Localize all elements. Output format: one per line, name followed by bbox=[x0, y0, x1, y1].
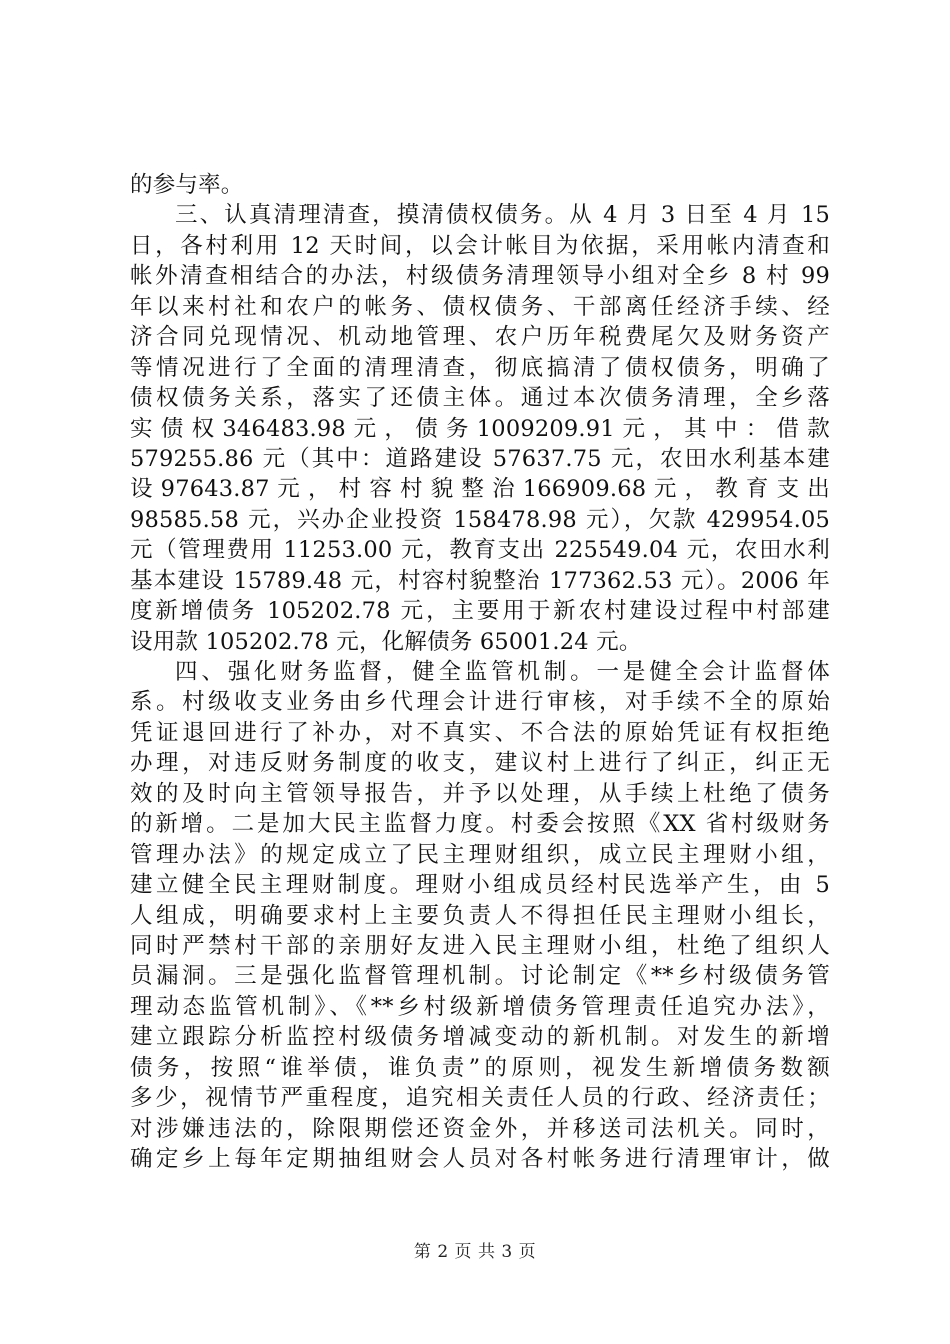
text-line: 济合同兑现情况、机动地管理、农户历年税费尾欠及财务资产 bbox=[130, 324, 830, 351]
text-line: 效的及时向主管领导报告，并予以处理，从手续上杜绝了债务 bbox=[130, 780, 830, 807]
text-line: 理动态监管机制》、《**乡村级新增债务管理责任追究办法》， bbox=[130, 993, 830, 1020]
text-line: 年以来村社和农户的帐务、债权债务、干部离任经济手续、经 bbox=[130, 293, 830, 320]
text-line: 实 债 权 346483.98 元 ， 债 务 1009209.91 元 ， 其 中 ： 借 款 bbox=[130, 415, 830, 442]
page-footer: 第 2 页 共 3 页 bbox=[413, 1242, 537, 1262]
text-line: 设用款 105202.78 元，化解债务 65001.24 元。 bbox=[130, 628, 642, 655]
text-line: 等情况进行了全面的清理清查，彻底搞清了债权债务，明确了 bbox=[130, 354, 830, 381]
text-line: 人组成，明确要求村上主要负责人不得担任民主理财小组长， bbox=[130, 902, 830, 929]
text-line: 元（管理费用 11253.00 元，教育支出 225549.04 元，农田水利 bbox=[130, 537, 830, 564]
text-line: 日，各村利用 12 天时间，以会计帐目为依据，采用帐内清查和 bbox=[130, 232, 830, 259]
text-line: 四、强化财务监督，健全监管机制。一是健全会计监督体 bbox=[175, 659, 830, 685]
text-line: 度新增债务 105202.78 元，主要用于新农村建设过程中村部建 bbox=[130, 598, 830, 625]
text-line: 员漏洞。三是强化监督管理机制。讨论制定《**乡村级债务管 bbox=[130, 963, 830, 990]
text-line: 建立跟踪分析监控村级债务增减变动的新机制。对发生的新增 bbox=[130, 1024, 830, 1051]
text-line: 多少，视情节严重程度，追究相关责任人员的行政、经济责任； bbox=[130, 1085, 830, 1112]
text-line: 基本建设 15789.48 元，村容村貌整治 177362.53 元）。2006 年 bbox=[130, 567, 830, 594]
text-line: 579255.86 元（其中：道路建设 57637.75 元，农田水利基本建 bbox=[130, 445, 830, 472]
text-line: 建立健全民主理财制度。理财小组成员经村民选举产生，由 5 bbox=[130, 872, 830, 899]
text-line: 同时严禁村干部的亲朋好友进入民主理财小组，杜绝了组织人 bbox=[130, 932, 830, 959]
text-line: 管理办法》的规定成立了民主理财组织，成立民主理财小组， bbox=[130, 841, 830, 868]
body-text bbox=[130, 170, 830, 1174]
text-line: 帐外清查相结合的办法，村级债务清理领导小组对全乡 8 村 99 bbox=[130, 263, 830, 290]
text-line: 的新增。二是加大民主监督力度。村委会按照《XX 省村级财务 bbox=[130, 811, 830, 838]
text-line: 债权债务关系，落实了还债主体。通过本次债务清理，全乡落 bbox=[130, 385, 830, 412]
text-line: 的参与率。 bbox=[130, 172, 244, 198]
text-line: 对涉嫌违法的，除限期偿还资金外，并移送司法机关。同时， bbox=[130, 1115, 830, 1142]
text-line: 98585.58 元，兴办企业投资 158478.98 元），欠款 429954.05 bbox=[130, 506, 830, 533]
text-line: 凭证退回进行了补办，对不真实、不合法的原始凭证有权拒绝 bbox=[130, 719, 830, 746]
text-line: 确定乡上每年定期抽组财会人员对各村帐务进行清理审计，做 bbox=[130, 1146, 830, 1172]
text-line: 三、认真清理清查，摸清债权债务。从 4 月 3 日至 4 月 15 bbox=[175, 202, 830, 229]
text-line: 设 97643.87 元 ， 村 容 村 貌 整 治 166909.68 元 ， 教 育 支 出 bbox=[130, 476, 830, 503]
text-line: 办理，对违反财务制度的收支，建议村上进行了纠正，纠正无 bbox=[130, 750, 830, 777]
text-line: 债务，按照“谁举债，谁负责”的原则，视发生新增债务数额 bbox=[130, 1054, 830, 1081]
text-line: 系。村级收支业务由乡代理会计进行审核，对手续不全的原始 bbox=[130, 689, 830, 716]
